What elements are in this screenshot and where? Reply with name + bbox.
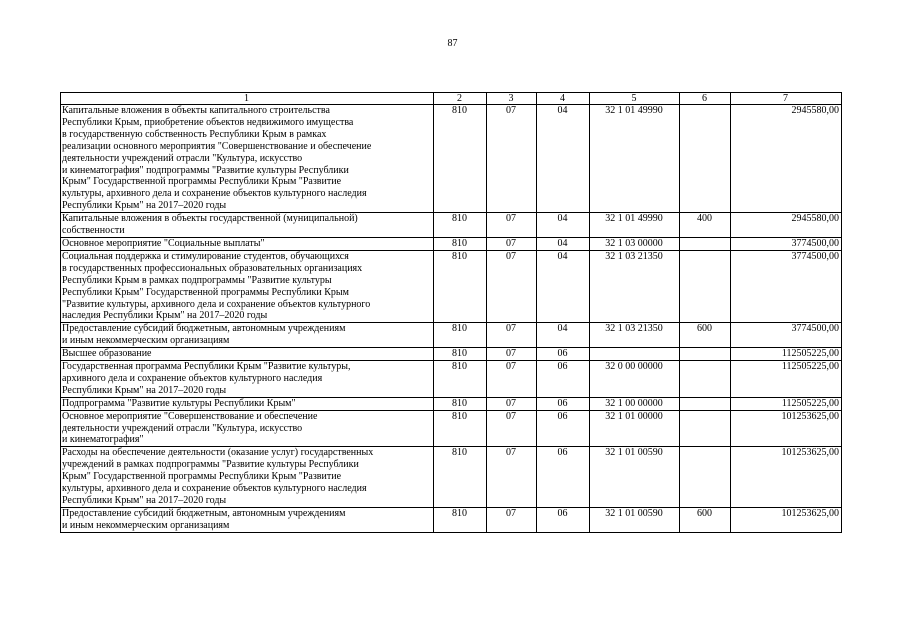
table-row	[61, 237, 842, 250]
row-name: Высшее образование	[61, 348, 434, 361]
table-row	[61, 250, 842, 322]
row-csr	[590, 348, 680, 361]
row-csr: 32 1 03 00000	[590, 237, 680, 250]
row-csr: 32 1 01 00000	[590, 410, 680, 447]
header-row	[61, 93, 842, 105]
table-row	[61, 213, 842, 238]
row-ved: 810	[434, 348, 487, 361]
row-pr: 06	[537, 361, 590, 398]
row-pr: 04	[537, 250, 590, 322]
row-sum: 2945580,00	[731, 213, 842, 238]
row-csr: 32 1 01 49990	[590, 213, 680, 238]
table-row	[61, 410, 842, 447]
row-sum: 101253625,00	[731, 447, 842, 508]
row-vr: 600	[680, 323, 731, 348]
row-vr	[680, 447, 731, 508]
table-row	[61, 397, 842, 410]
row-vr: 400	[680, 213, 731, 238]
row-rz: 07	[487, 213, 537, 238]
table-row	[61, 323, 842, 348]
row-rz: 07	[487, 105, 537, 213]
row-vr	[680, 410, 731, 447]
budget-table	[60, 92, 842, 533]
row-csr: 32 1 01 00590	[590, 507, 680, 532]
table-row	[61, 348, 842, 361]
row-rz: 07	[487, 250, 537, 322]
header-cell: 1	[61, 93, 434, 105]
row-csr: 32 1 01 49990	[590, 105, 680, 213]
row-vr: 600	[680, 507, 731, 532]
row-rz: 07	[487, 447, 537, 508]
header-cell: 5	[590, 93, 680, 105]
row-ved: 810	[434, 361, 487, 398]
row-pr: 04	[537, 237, 590, 250]
table-row	[61, 105, 842, 213]
row-pr: 04	[537, 323, 590, 348]
row-ved: 810	[434, 507, 487, 532]
header-cell: 6	[680, 93, 731, 105]
row-csr: 32 1 03 21350	[590, 323, 680, 348]
row-sum: 3774500,00	[731, 250, 842, 322]
row-rz: 07	[487, 323, 537, 348]
row-csr: 32 1 01 00590	[590, 447, 680, 508]
row-ved: 810	[434, 397, 487, 410]
row-name: Капитальные вложения в объекты капитального строительства Республики Крым, приобретение объектов недвижимого имущества в государственную собственность Республики Крым в рамках реализации основного мероприятия "Совершенствование и обеспечение деятельности учреждений отрасли "Культура, искусство и кинематография" подпрограммы "Развитие культуры Республики Крым" Государственной программы Республики Крым "Развитие культуры, архивного дела и сохранение объектов культурного наследия Республики Крым" на 2017–2020 годы	[61, 105, 434, 213]
row-pr: 06	[537, 507, 590, 532]
row-sum: 101253625,00	[731, 410, 842, 447]
row-rz: 07	[487, 507, 537, 532]
row-sum: 2945580,00	[731, 105, 842, 213]
row-ved: 810	[434, 105, 487, 213]
row-name: Капитальные вложения в объекты государственной (муниципальной) собственности	[61, 213, 434, 238]
row-pr: 06	[537, 397, 590, 410]
row-name: Основное мероприятие "Социальные выплаты"	[61, 237, 434, 250]
row-csr: 32 1 00 00000	[590, 397, 680, 410]
header-cell: 3	[487, 93, 537, 105]
row-sum: 101253625,00	[731, 507, 842, 532]
row-sum: 112505225,00	[731, 348, 842, 361]
row-rz: 07	[487, 361, 537, 398]
row-name: Основное мероприятие "Совершенствование и обеспечение деятельности учреждений отрасли "Культура, искусство и кинематография"	[61, 410, 434, 447]
row-rz: 07	[487, 397, 537, 410]
row-vr	[680, 348, 731, 361]
row-ved: 810	[434, 447, 487, 508]
row-pr: 04	[537, 213, 590, 238]
row-ved: 810	[434, 213, 487, 238]
row-rz: 07	[487, 410, 537, 447]
row-sum: 112505225,00	[731, 361, 842, 398]
row-name: Предоставление субсидий бюджетным, автономным учреждениям и иным некоммерческим организациям	[61, 507, 434, 532]
row-name: Социальная поддержка и стимулирование студентов, обучающихся в государственных профессиональных образовательных организациях Республики Крым в рамках подпрограммы "Развитие культуры Республики Крым" Государственной программы Республики Крым "Развитие культуры, архивного дела и сохранение объектов культурного наследия Республики Крым" на 2017–2020 годы	[61, 250, 434, 322]
row-ved: 810	[434, 410, 487, 447]
header-cell: 7	[731, 93, 842, 105]
row-vr	[680, 397, 731, 410]
row-vr	[680, 105, 731, 213]
row-vr	[680, 250, 731, 322]
row-pr: 06	[537, 447, 590, 508]
row-name: Расходы на обеспечение деятельности (оказание услуг) государственных учреждений в рамках подпрограммы "Развитие культуры Республики Крым" Государственной программы Республики Крым "Развитие культуры, архивного дела и сохранение объектов культурного наследия Республики Крым" на 2017–2020 годы	[61, 447, 434, 508]
row-name: Предоставление субсидий бюджетным, автономным учреждениям и иным некоммерческим организациям	[61, 323, 434, 348]
row-vr	[680, 237, 731, 250]
row-rz: 07	[487, 348, 537, 361]
row-pr: 04	[537, 105, 590, 213]
row-pr: 06	[537, 410, 590, 447]
row-sum: 3774500,00	[731, 237, 842, 250]
row-rz: 07	[487, 237, 537, 250]
page-number: 87	[447, 38, 458, 49]
row-sum: 3774500,00	[731, 323, 842, 348]
row-vr	[680, 361, 731, 398]
row-pr: 06	[537, 348, 590, 361]
table-row	[61, 447, 842, 508]
row-csr: 32 1 03 21350	[590, 250, 680, 322]
row-ved: 810	[434, 250, 487, 322]
table-row	[61, 507, 842, 532]
row-ved: 810	[434, 237, 487, 250]
header-cell: 4	[537, 93, 590, 105]
row-sum: 112505225,00	[731, 397, 842, 410]
row-ved: 810	[434, 323, 487, 348]
row-name: Подпрограмма "Развитие культуры Республики Крым"	[61, 397, 434, 410]
row-csr: 32 0 00 00000	[590, 361, 680, 398]
table-row	[61, 361, 842, 398]
row-name: Государственная программа Республики Крым "Развитие культуры, архивного дела и сохранение объектов культурного наследия Республики Крым" на 2017–2020 годы	[61, 361, 434, 398]
header-cell: 2	[434, 93, 487, 105]
